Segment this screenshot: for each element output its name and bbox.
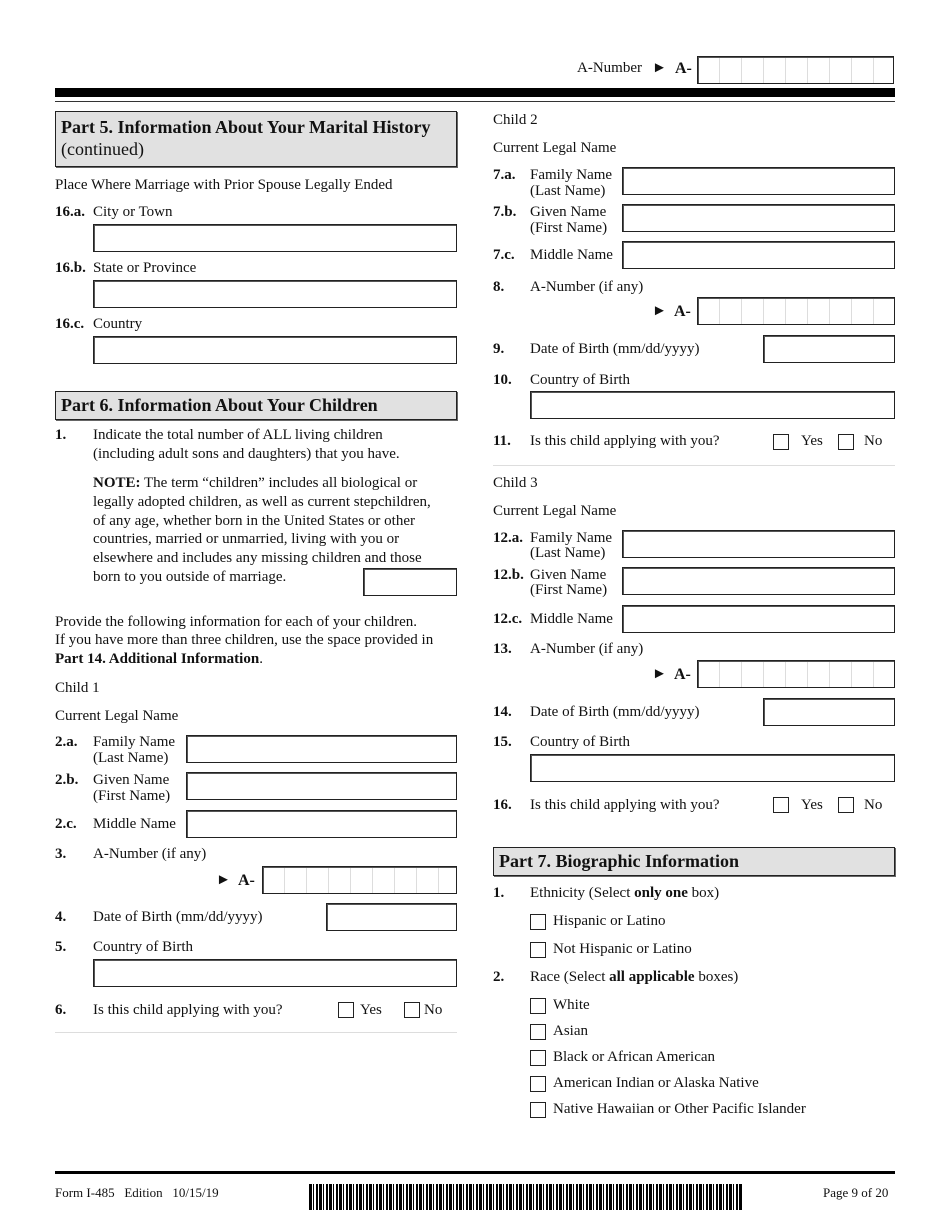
race-pacific-islander-checkbox[interactable]: [530, 1102, 546, 1118]
q2a-sub: (Last Name): [93, 750, 169, 766]
race-american-indian-checkbox[interactable]: [530, 1076, 546, 1092]
q1-text: Indicate the total number of ALL living children: [93, 427, 383, 443]
q12a-sub: (Last Name): [530, 545, 606, 561]
p7-q2-text: Race (Select: [530, 969, 610, 985]
q16b-label: State or Province: [93, 260, 197, 276]
note-text: legally adopted children, as well as current stepchildren,: [93, 494, 431, 510]
place-label: Place Where Marriage with Prior Spouse Legally Ended: [55, 177, 393, 193]
child1-country-input[interactable]: [93, 959, 457, 987]
state-input[interactable]: [93, 280, 457, 308]
race-black-checkbox[interactable]: [530, 1050, 546, 1066]
arrow-icon: ►: [652, 60, 667, 76]
child3-a-number-input[interactable]: [697, 660, 895, 688]
provide-text: If you have more than three children, use the space provided in: [55, 632, 434, 648]
q12a-number: 12.a.: [493, 530, 523, 546]
q16b-number: 16.b.: [55, 260, 86, 276]
q4-number: 4.: [55, 909, 67, 925]
child1-yes-checkbox[interactable]: [338, 1002, 354, 1018]
p7-q2-number: 2.: [493, 969, 505, 985]
race-option: White: [553, 997, 590, 1013]
header-rule: [55, 101, 895, 102]
note-text: The term “children” includes all biological or: [140, 475, 418, 491]
q12b-sub: (First Name): [530, 582, 608, 598]
race-white-checkbox[interactable]: [530, 998, 546, 1014]
q1-number: 1.: [55, 427, 67, 443]
q2b-label: Given Name: [93, 772, 170, 788]
part6-title: Part 6. Information About Your Children: [61, 395, 378, 415]
child3-country-input[interactable]: [530, 754, 895, 782]
race-option: Asian: [553, 1023, 588, 1039]
q16a-number: 16.a.: [55, 204, 85, 220]
child2-given-name-input[interactable]: [622, 204, 895, 232]
no-label: No: [864, 797, 883, 813]
q2a-number: 2.a.: [55, 734, 78, 750]
q12c-label: Middle Name: [530, 611, 613, 627]
child2-middle-name-input[interactable]: [622, 241, 895, 269]
child1-no-checkbox[interactable]: [404, 1002, 420, 1018]
q7b-number: 7.b.: [493, 204, 517, 220]
q7a-label: Family Name: [530, 167, 613, 183]
p7-q1-text: box): [687, 885, 720, 901]
p7-q1-text: Ethnicity (Select: [530, 885, 635, 901]
barcode: [309, 1184, 743, 1210]
q2b-sub: (First Name): [93, 788, 171, 804]
ethnicity-option: Hispanic or Latino: [553, 913, 666, 929]
yes-label: Yes: [360, 1002, 382, 1018]
header-bar: [55, 88, 895, 97]
q7a-number: 7.a.: [493, 167, 516, 183]
child1-cln: Current Legal Name: [55, 708, 179, 724]
a-prefix: A-: [674, 666, 691, 683]
child2-country-input[interactable]: [530, 391, 895, 419]
note-text: of any age, whether born in the United States or other: [93, 513, 415, 529]
child1-title: Child 1: [55, 680, 100, 696]
q4-label: Date of Birth (mm/dd/yyyy): [93, 909, 263, 925]
a-number-label: A-Number: [577, 60, 642, 76]
ethnicity-option: Not Hispanic or Latino: [553, 941, 692, 957]
provide-ref: Part 14. Additional Information: [55, 651, 260, 667]
child1-given-name-input[interactable]: [186, 772, 457, 800]
child3-yes-checkbox[interactable]: [773, 797, 789, 813]
country-input[interactable]: [93, 336, 457, 364]
child3-no-checkbox[interactable]: [838, 797, 854, 813]
yes-label: Yes: [801, 797, 823, 813]
child2-yes-checkbox[interactable]: [773, 434, 789, 450]
child1-dob-input[interactable]: [326, 903, 457, 931]
part5-continued: (continued): [61, 139, 144, 159]
q11-number: 11.: [493, 433, 511, 449]
q13-label: A-Number (if any): [530, 641, 644, 657]
q16c-label: Country: [93, 316, 143, 332]
child1-a-number-input[interactable]: [262, 866, 457, 894]
race-option: Black or African American: [553, 1049, 716, 1065]
p7-q2-emph: all applicable: [609, 969, 695, 985]
part7-header: [493, 847, 895, 876]
child3-middle-name-input[interactable]: [622, 605, 895, 633]
part7-title: Part 7. Biographic Information: [499, 851, 739, 871]
q1-text-2: (including adult sons and daughters) that you have.: [93, 446, 400, 462]
child2-family-name-input[interactable]: [622, 167, 895, 195]
q3-number: 3.: [55, 846, 67, 862]
p7-q1-emph: only one: [634, 885, 688, 901]
city-input[interactable]: [93, 224, 457, 252]
part6-header: [55, 391, 457, 420]
q13-number: 13.: [493, 641, 512, 657]
q14-number: 14.: [493, 704, 512, 720]
q16-label: Is this child applying with you?: [530, 797, 720, 813]
provide-text: Provide the following information for each of your children.: [55, 614, 417, 630]
q2c-number: 2.c.: [55, 816, 77, 832]
child3-family-name-input[interactable]: [622, 530, 895, 558]
child2-cln: Current Legal Name: [493, 140, 617, 156]
footer-rule: [55, 1171, 895, 1174]
p7-q2-text: boxes): [694, 969, 739, 985]
a-number-input[interactable]: [697, 56, 894, 84]
a-prefix: A-: [674, 303, 691, 320]
q16c-number: 16.c.: [55, 316, 85, 332]
note-text: countries, married or unmarried, living with you or: [93, 531, 400, 547]
q2c-label: Middle Name: [93, 816, 176, 832]
race-asian-checkbox[interactable]: [530, 1024, 546, 1040]
children-count-input[interactable]: [363, 568, 457, 596]
divider: [55, 1032, 457, 1033]
child2-dob-input[interactable]: [763, 335, 895, 363]
q6-number: 6.: [55, 1002, 67, 1018]
part5-header: [55, 111, 457, 167]
no-label: No: [864, 433, 883, 449]
no-label: No: [424, 1002, 443, 1018]
q11-label: Is this child applying with you?: [530, 433, 720, 449]
note-label: NOTE:: [93, 475, 141, 491]
not-hispanic-checkbox[interactable]: [530, 942, 546, 958]
q12c-number: 12.c.: [493, 611, 523, 627]
child2-a-number-input[interactable]: [697, 297, 895, 325]
q15-label: Country of Birth: [530, 734, 630, 750]
q16a-label: City or Town: [93, 204, 173, 220]
q6-label: Is this child applying with you?: [93, 1002, 283, 1018]
q9-label: Date of Birth (mm/dd/yyyy): [530, 341, 700, 357]
child3-cln: Current Legal Name: [493, 503, 617, 519]
q12b-number: 12.b.: [493, 567, 524, 583]
a-prefix: A-: [675, 60, 692, 77]
arrow-icon: ►: [652, 303, 667, 319]
q5-number: 5.: [55, 939, 67, 955]
q7a-sub: (Last Name): [530, 183, 606, 199]
child3-given-name-input[interactable]: [622, 567, 895, 595]
p7-q1-number: 1.: [493, 885, 505, 901]
q7c-number: 7.c.: [493, 247, 515, 263]
q8-label: A-Number (if any): [530, 279, 644, 295]
hispanic-checkbox[interactable]: [530, 914, 546, 930]
part5-title: Part 5. Information About Your Marital History: [61, 117, 431, 137]
child3-title: Child 3: [493, 475, 538, 491]
q15-number: 15.: [493, 734, 512, 750]
q3-label: A-Number (if any): [93, 846, 207, 862]
q5-label: Country of Birth: [93, 939, 193, 955]
child3-dob-input[interactable]: [763, 698, 895, 726]
a-prefix: A-: [238, 872, 255, 889]
note-text: elsewhere and includes any missing children and those: [93, 550, 422, 566]
q7b-sub: (First Name): [530, 220, 608, 236]
child2-title: Child 2: [493, 112, 538, 128]
q10-label: Country of Birth: [530, 372, 630, 388]
q2b-number: 2.b.: [55, 772, 79, 788]
q9-number: 9.: [493, 341, 505, 357]
q10-number: 10.: [493, 372, 512, 388]
arrow-icon: ►: [216, 872, 231, 888]
yes-label: Yes: [801, 433, 823, 449]
note-text: born to you outside of marriage.: [93, 569, 287, 585]
arrow-icon: ►: [652, 666, 667, 682]
page-number: Page 9 of 20: [823, 1185, 889, 1200]
q12b-label: Given Name: [530, 567, 607, 583]
q7c-label: Middle Name: [530, 247, 613, 263]
q14-label: Date of Birth (mm/dd/yyyy): [530, 704, 700, 720]
provide-text: .: [259, 651, 263, 667]
child2-no-checkbox[interactable]: [838, 434, 854, 450]
form-edition: Form I-485 Edition 10/15/19: [55, 1185, 219, 1200]
race-option: American Indian or Alaska Native: [553, 1075, 759, 1091]
q7b-label: Given Name: [530, 204, 607, 220]
child1-middle-name-input[interactable]: [186, 810, 457, 838]
q16-number: 16.: [493, 797, 512, 813]
child1-family-name-input[interactable]: [186, 735, 457, 763]
q12a-label: Family Name: [530, 530, 613, 546]
race-option: Native Hawaiian or Other Pacific Islander: [553, 1101, 806, 1117]
divider: [493, 465, 895, 466]
q2a-label: Family Name: [93, 734, 176, 750]
q8-number: 8.: [493, 279, 505, 295]
